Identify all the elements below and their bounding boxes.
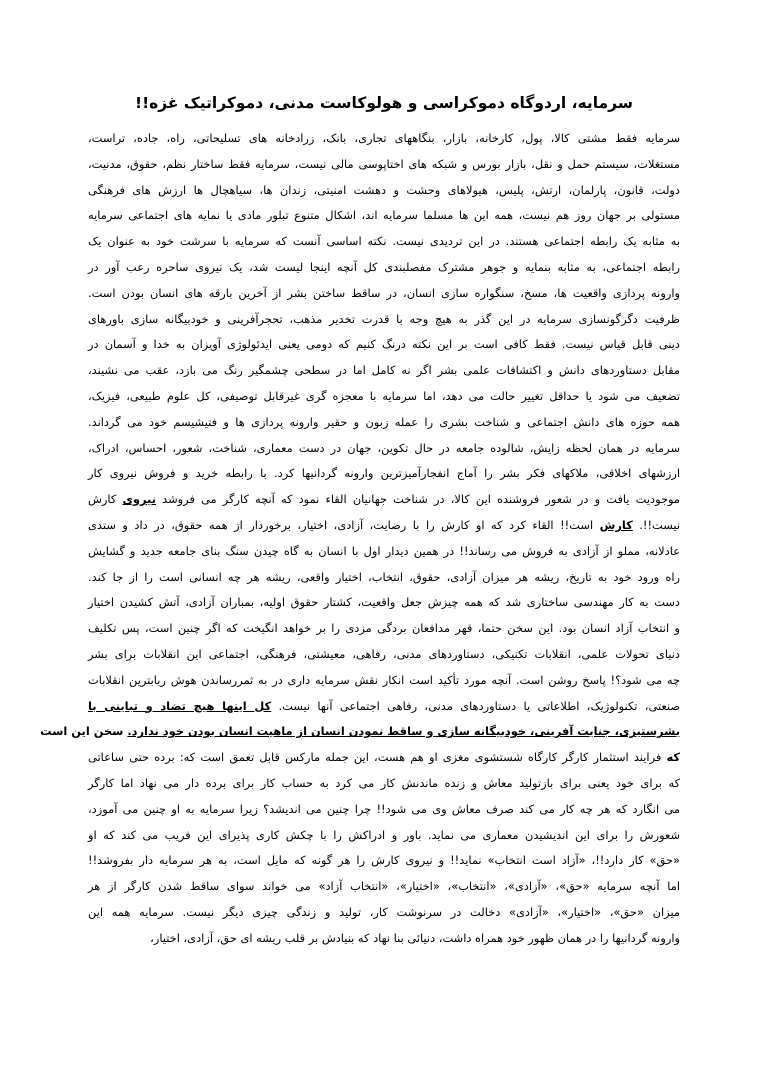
emphasized-text: کل اینها هیچ تضاد و تباینی با: [88, 698, 272, 713]
text-line: [88, 436, 680, 462]
text-segment: سرمایه در همان لحظه زایش، شالوده جامعه در حال تکوین، جهان در دست معماری، شناخت، شعور، احساس، ادراک،: [88, 440, 680, 455]
text-line: [88, 565, 680, 591]
text-segment: که برای خود یعنی برای بازتولید معاش و زنده ماندنش کار می کرد به حساب کار برای برده دار می نهاد اما کارگر: [88, 775, 680, 790]
text-segment: وارونه گردانیها را در همان ظهور خود همراه داشت، دنیائی بنا نهاد که بنیادش بر قلب ریشه ای حق، آزادی، اختیار،: [150, 930, 680, 945]
emphasized-text: نیروی: [122, 492, 156, 507]
text-line: [88, 823, 680, 849]
text-line: [88, 642, 680, 668]
text-line: [88, 178, 680, 204]
text-line: [88, 307, 680, 333]
text-line: [88, 461, 680, 487]
text-line: [88, 926, 680, 952]
text-segment: می انگارد که هر چه کار می کند صرف معاش وی می شود!! چرا چنین می اندیشد؟ زیرا سرمایه به او چنین می آموزد،: [88, 801, 680, 816]
text-line: [88, 590, 680, 616]
text-line: [88, 281, 680, 307]
text-segment: است!! القاء کرد که او کارش را با رضایت، آزادی، اختیار، برخوردار از همه حقوق، در داد و ستدی: [88, 517, 600, 532]
text-segment: اما آنچه سرمایه «حق»، «آزادی»، «انتخاب»، «اختیار»، «انتخاب آزاد» می خواند سوای ساقط شدن کارگر از هر: [88, 879, 680, 894]
text-segment: کارش: [88, 492, 123, 507]
text-line: [88, 255, 680, 281]
text-segment: سرمایه فقط مشتی کالا، پول، کارخانه، بازار، بنگاههای تجاری، بانک، زرادخانه های تسلیحاتی، راه، جاده، تراست،: [88, 131, 680, 145]
text-segment: شعورش را برای این اندیشیدن معماری می نماید. باور و ادراکش را با چکش کاری پذیرای این فریب می کند که او: [88, 827, 680, 842]
emphasized-text: کارش: [599, 517, 633, 532]
text-line: [88, 384, 680, 410]
text-segment: نیست!!.: [632, 517, 681, 532]
text-line: [88, 848, 680, 874]
text-segment: دنیای تحولات علمی، انقلابات تکنیکی، دستاوردهای مدنی، رفاهی، معیشتی، فرهنگی، اجتماعی این انقلابات برای بشر: [88, 646, 680, 661]
text-segment: ارزشهای اخلاقی، ملاکهای فکر بشر را آماج انفجارآمیزترین وارونه گردانیها کرد. با رابطه خرید و فروش نیروی کار: [88, 466, 680, 481]
text-line: [40, 719, 680, 745]
text-segment: وارونه پردازی واقعیت ها، مسخ، سنگواره سازی انسان، در ساقط ساختن بشر از آخرین بارقه های انسان بودن است.: [88, 285, 680, 300]
text-segment: دینی قابل قیاس نیست. فقط کافی است بر این نکته درنگ کنیم که دومی یعنی ایدئولوژی آویزان به خدا و آسمان در: [88, 337, 680, 352]
text-segment: مستغلات، سیستم حمل و نقل، بازار بورس و شبکه های اختاپوسی مالی نیست، سرمایه فقط ساختار نظم، حقوق، مدنیت،: [88, 156, 680, 171]
text-segment: دست به کار مهندسی ساختاری شد که همه چیزش جعل واقعیت، کشتار حقوق اولیه، بمباران آزادی، آتش کشیدن اختیار: [88, 595, 680, 610]
text-segment: عادلانه، مملو از آزادی به فروش می رساند!! در همین دیدار اول با انسان به گاه چیدن سنگ بنای جامعه جدید و گشایش: [88, 543, 680, 558]
text-segment: مقابل دستاوردهای دانش و اکتشافات علمی بشر اگر نه کامل اما در سطحی چشمگیر رنگ می بازد، عقب می نشیند،: [88, 363, 680, 378]
text-segment: راه ورود خود به تاریخ، ریشه هر میزان آزادی، حقوق، انتخاب، اختیار واقعی، ریشه هر چه انسانی است را از جا کند.: [88, 569, 680, 584]
text-line: [88, 513, 680, 539]
text-line: [88, 358, 680, 384]
text-line: [88, 797, 680, 823]
text-line: [88, 152, 680, 178]
text-segment: ظرفیت دگرگونسازی سرمایه در این گذر به هیچ وجه با قدرت تخدیر مذهب، تحجرآفرینی و خودبیگانه سازی باورهای: [88, 311, 680, 326]
text-segment: همه حوزه های دانش اجتماعی و شناخت بشری را عمله زبون و حقیر وارونه پردازی ها و فتیشیسم خود می گرداند.: [88, 414, 680, 429]
text-line: [88, 900, 680, 926]
document-body: [40, 126, 681, 952]
text-line: [88, 332, 680, 358]
text-line: [88, 694, 680, 720]
text-segment: رابطه اجتماعی، به مثابه بنمایه و جوهر مشترک مفصلبندی کل آنچه اینجا لیست شد، یک نیروی ساحره رعب آور در: [88, 259, 680, 274]
text-line: [88, 487, 680, 513]
text-line: [88, 229, 680, 255]
text-segment: تضعیف می شود یا حداقل تغییر حالت می دهد، اما سرمایه با معجزه گری غیرقابل توصیفی، کل علوم طبیعی، فیزیک،: [88, 388, 680, 403]
text-segment: «حق» کار دارد!!، «آزاد است انتخاب» نماید!! و نیروی کارش را هر گونه که مایل است، به هر سرمایه دار بفروشد!!: [88, 853, 680, 868]
text-line: [88, 410, 680, 436]
text-segment: دولت، قانون، پارلمان، ارتش، پلیس، هیولاهای وحشت و دهشت امنیتی، زندان ها، سیاهچال ها ارزش های فرهنگی: [88, 182, 680, 197]
text-segment: چه می شود؟! پاسخ روشن است. آنچه مورد تأکید است انکار نقش سرمایه داری در به ثمررساندن هوش ربابترین انقلابات: [88, 672, 680, 687]
text-segment: صنعتی، تکنولوژیک، اطلاعاتی یا دستاوردهای مدنی، رفاهی اجتماعی آنها نیست.: [271, 698, 680, 713]
text-segment: به مثابه یک رابطه اجتماعی هستند. در این تردیدی نیست. نکته اساسی آنست که سرمایه با سرشت خود به عنوان یک: [88, 234, 680, 249]
emphasized-text: سخن این است: [40, 724, 128, 739]
text-line: [88, 668, 680, 694]
document-title: سرمایه، اردوگاه دموکراسی و هولوکاست مدنی، دموکراتیک غزه!!: [135, 94, 633, 112]
text-line: [88, 616, 680, 642]
text-segment: و انتخاب آزاد انسان بود. این سخن حتما، قهر مدافعان بردگی مزدی را بر خواهد انگیخت که اگر چنین است، پس تکلیف: [88, 621, 680, 636]
emphasized-text: بشرستیزی، جنایت آفرینی، خودبیگانه سازی و ساقط نمودن انسان از ماهیت انسان بودن خود ندارد.: [127, 724, 680, 739]
text-segment: فرایند استثمار کارگر کارگاه شستشوی مغزی او هم هست، این جمله مارکس قابل تعمق است که: برده حتی ساعاتی: [88, 750, 667, 765]
text-segment: میزان «حق»، «اختیار»، «آزادی» دخالت در سرنوشت کار، تولید و زندگی چیزی دیگر نیست. سرمایه همه این: [88, 904, 680, 919]
text-segment: مستولی بر جهان روز هم نیست، همه این ها مسلما سرمایه اند، اشکال متنوع تبلور مادی یا نمایه های اجتماعی سرمایه: [88, 208, 680, 223]
text-line: [88, 126, 680, 152]
text-line: [88, 203, 680, 229]
emphasized-text: که: [666, 750, 680, 765]
text-segment: موجودیت یافت و در شعور فروشنده این کالا، در شناخت جهانیان القاء نمود که آنچه کارگر می فروشد: [156, 492, 681, 507]
text-line: [88, 874, 680, 900]
text-line: [88, 539, 680, 565]
text-line: [88, 745, 680, 771]
text-line: [88, 771, 680, 797]
